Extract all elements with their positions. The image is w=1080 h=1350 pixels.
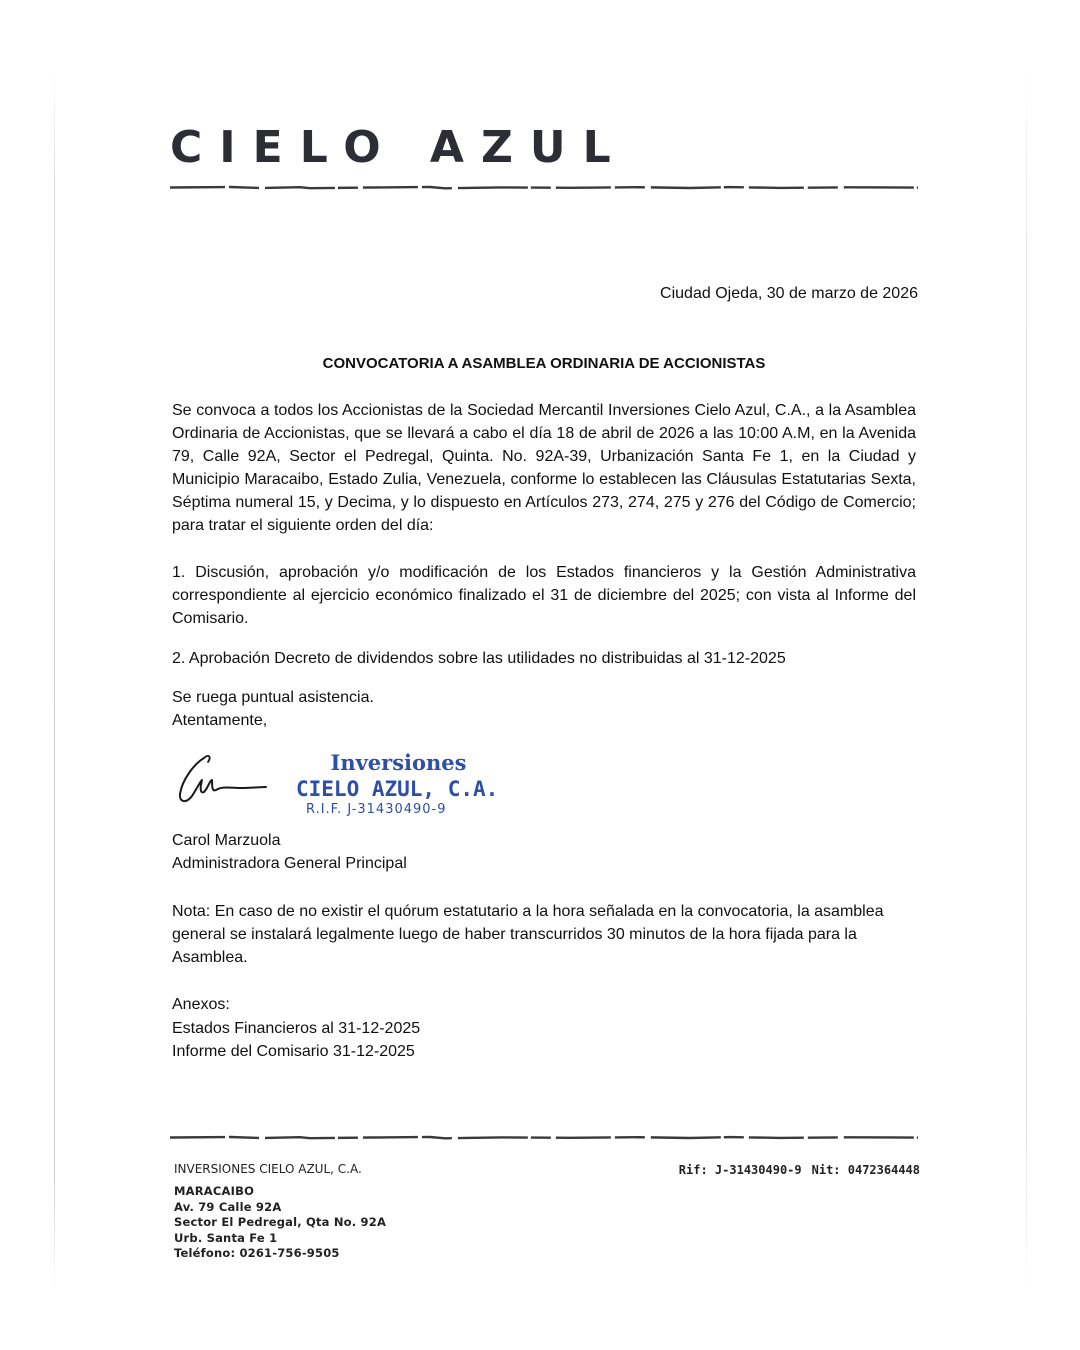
handwritten-signature: [174, 750, 274, 810]
quorum-note: Nota: En caso de no existir el quórum estatutario a la hora señalada en la convocatoria, la asamblea general se instalará legalmente luego de haber transcurridos 30 minutos de la hora fijada para la Asamblea.: [172, 903, 884, 966]
footer-address-line: Urb. Santa Fe 1: [174, 1230, 278, 1245]
footer-rif: Rif: J-31430490-9: [678, 1163, 802, 1177]
footer-nit: Nit: 0472364448: [811, 1163, 920, 1177]
agenda-item-2: 2. Aprobación Decreto de dividendos sobre las utilidades no distribuidas al 31-12-2025: [172, 650, 786, 667]
footer-company-name: INVERSIONES CIELO AZUL, C.A.: [174, 1162, 362, 1176]
document-title: CONVOCATORIA A ASAMBLEA ORDINARIA DE ACCIONISTAS: [322, 355, 766, 372]
footer-rule: [170, 1135, 918, 1140]
annex-item: Informe del Comisario 31-12-2025: [172, 1043, 415, 1060]
footer-address: [174, 1184, 386, 1262]
letterhead-rule: [170, 185, 918, 190]
letterhead-logo: CIELO AZUL: [170, 122, 628, 173]
date-line: Ciudad Ojeda, 30 de marzo de 2026: [660, 285, 918, 302]
footer-company-block: [174, 1162, 386, 1262]
closing-salutation: Atentamente,: [172, 712, 268, 729]
footer-address-line: Sector El Pedregal, Qta No. 92A: [174, 1215, 387, 1229]
page-edge-right: [1026, 60, 1027, 1295]
page-edge-left: [54, 70, 55, 1295]
closing: [172, 686, 374, 732]
signer-block: [172, 829, 407, 875]
closing-request: Se ruega puntual asistencia.: [172, 689, 374, 706]
stamp-line-1: Inversiones: [330, 750, 467, 775]
footer-address-line: MARACAIBO: [174, 1184, 255, 1198]
footer-tax-ids: [679, 1163, 920, 1177]
intro-paragraph: Se convoca a todos los Accionistas de la Sociedad Mercantil Inversiones Cielo Azul, C.A., a la Asamblea Ordinaria de Accionistas, que se llevará a cabo el día 18 de abril de 2026 a las 10:00 A.M, en la Avenida 79, Calle 92A, Sector el Pedregal, Quinta. No. 92A-39, Urbanización Santa Fe 1, en la Ciudad y Municipio Maracaibo, Estado Zulia, Venezuela, conforme lo establecen las Cláusulas Estatutarias Sexta, Séptima numeral 15, y Decima, y lo dispuesto en Artículos 273, 274, 275 y 276 del Código de Comercio; para tratar el siguiente orden del día:: [172, 402, 916, 534]
agenda-item-1: 1. Discusión, aprobación y/o modificación de los Estados financieros y la Gestión Administrativa correspondiente al ejercicio económico finalizado el 31 de diciembre del 2025; con vista al Informe del Comisario.: [172, 564, 916, 627]
stamp-line-2: CIELO AZUL, C.A.: [296, 777, 499, 801]
footer-phone: Teléfono: 0261-756-9505: [174, 1246, 340, 1260]
company-stamp: [296, 750, 516, 817]
signer-role: Administradora General Principal: [172, 855, 407, 872]
annexes: [172, 993, 420, 1064]
annexes-heading: Anexos:: [172, 996, 230, 1013]
annex-item: Estados Financieros al 31-12-2025: [172, 1019, 421, 1037]
signer-name: Carol Marzuola: [172, 832, 281, 849]
footer-address-line: Av. 79 Calle 92A: [174, 1199, 282, 1214]
stamp-rif: R.I.F. J-31430490-9: [306, 802, 447, 817]
